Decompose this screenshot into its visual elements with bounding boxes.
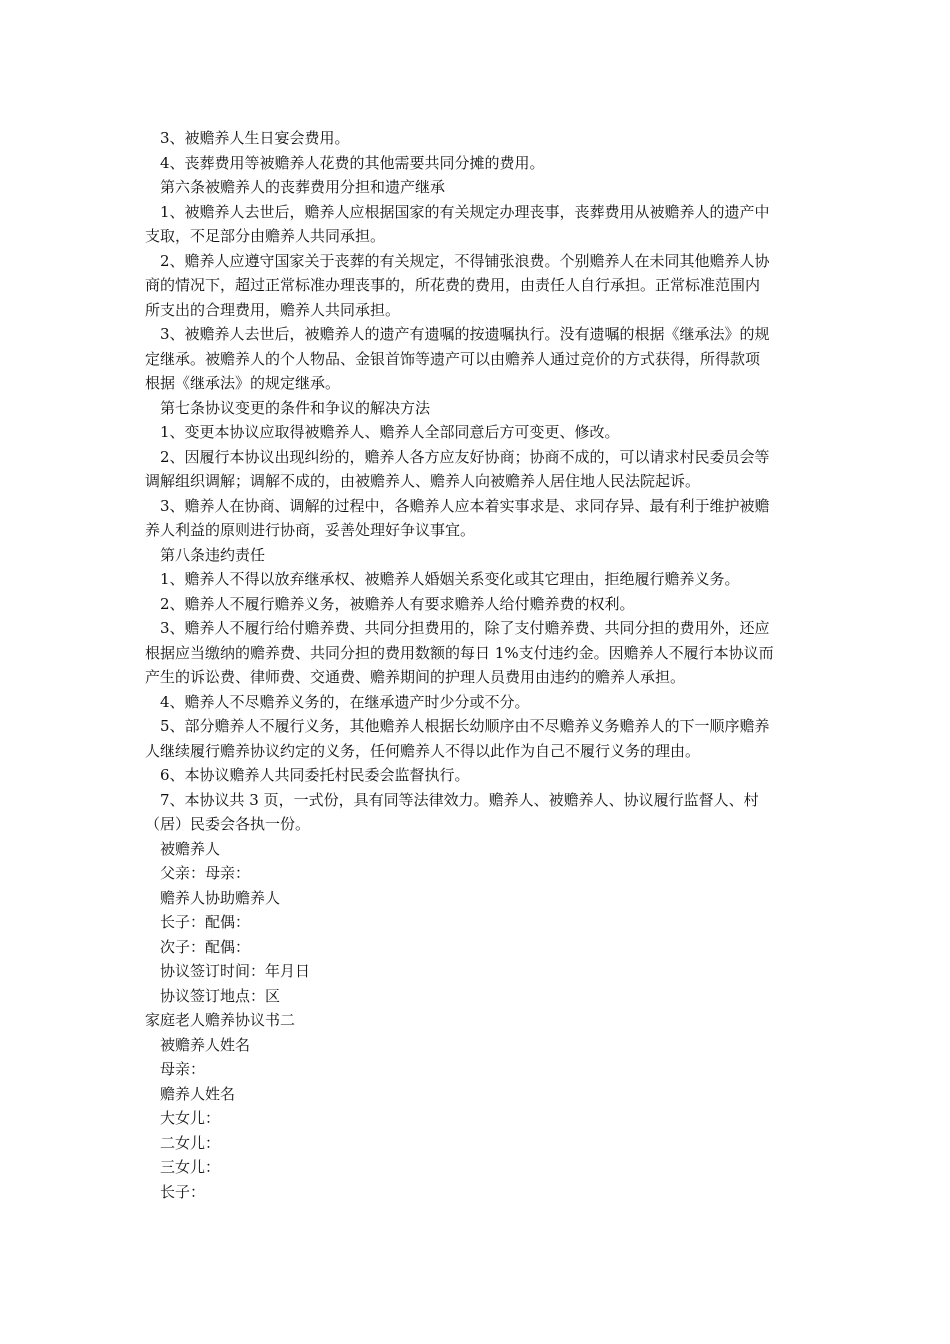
party-field: 二女儿： [160,1133,221,1152]
clause-continuation: （居）民委会各执一份。 [145,815,311,833]
signature-label: 赡养人协助赡养人 [160,888,281,907]
clause-line: 5、部分赡养人不履行义务，其他赡养人根据长幼顺序由不尽赡养义务赡养人的下一顺序赡养 [160,717,770,735]
party-label: 赡养人姓名 [160,1084,236,1103]
clause-line: 4、丧葬费用等被赡养人花费的其他需要共同分摊的费用。 [160,153,545,172]
document-page [145,126,805,1204]
article-heading: 第八条违约责任 [160,545,266,564]
clause-continuation: 商的情况下，超过正常标准办理丧事的，所花费的费用，由责任人自行承担。正常标准范围内 [145,276,761,294]
clause-line: 3、被赡养人去世后，被赡养人的遗产有遗嘱的按遗嘱执行。没有遗嘱的根据《继承法》的规 [160,325,770,343]
clause-line: 1、变更本协议应取得被赡养人、赡养人全部同意后方可变更、修改。 [160,423,620,441]
signing-date-field: 协议签订时间：年月日 [160,962,311,980]
article-heading: 第六条被赡养人的丧葬费用分担和遗产继承 [160,178,446,196]
clause-continuation: 所支出的合理费用，赡养人共同承担。 [145,300,401,319]
clause-line: 2、因履行本协议出现纠纷的，赡养人各方应友好协商；协商不成的，可以请求村民委员会等 [160,447,770,466]
party-field: 大女儿： [160,1109,221,1127]
clause-continuation: 定继承。被赡养人的个人物品、金银首饰等遗产可以由赡养人通过竞价的方式获得，所得款项 [145,349,761,368]
clause-line: 3、被赡养人生日宴会费用。 [160,129,350,147]
clause-line: 7、本协议共 3 页，一式份，具有同等法律效力。赡养人、被赡养人、协议履行监督人、村 [160,790,759,809]
clause-line: 3、赡养人在协商、调解的过程中，各赡养人应本着实事求是、求同存异、最有利于维护被赡 [160,496,770,515]
clause-continuation: 产生的诉讼费、律师费、交通费、赡养期间的护理人员费用由违约的赡养人承担。 [145,668,686,686]
clause-continuation: 人继续履行赡养协议约定的义务，任何赡养人不得以此作为自己不履行义务的理由。 [145,741,701,760]
clause-line: 4、赡养人不尽赡养义务的，在继承遗产时少分或不分。 [160,692,530,711]
clause-line: 6、本协议赡养人共同委托村民委会监督执行。 [160,766,470,784]
signature-field: 长子：配偶： [160,913,251,931]
signature-label: 被赡养人 [160,839,221,858]
clause-line: 3、赡养人不履行给付赡养费、共同分担费用的，除了支付赡养费、共同分担的费用外，还应 [160,619,770,637]
signature-field: 父亲：母亲： [160,864,251,882]
article-heading: 第七条协议变更的条件和争议的解决方法 [160,398,431,417]
clause-continuation: 根据《继承法》的规定继承。 [145,374,341,392]
clause-continuation: 根据应当缴纳的赡养费、共同分担的费用数额的每日 1%支付违约金。因赡养人不履行本协议而 [145,643,774,662]
clause-continuation: 调解组织调解；调解不成的，由被赡养人、赡养人向被赡养人居住地人民法院起诉。 [145,472,701,490]
clause-line: 1、被赡养人去世后，赡养人应根据国家的有关规定办理丧事，丧葬费用从被赡养人的遗产中 [160,202,770,221]
party-field: 母亲： [160,1060,206,1078]
clause-continuation: 支取，不足部分由赡养人共同承担。 [145,227,386,245]
clause-line: 2、赡养人应遵守国家关于丧葬的有关规定，不得铺张浪费。个别赡养人在未同其他赡养人协 [160,251,770,270]
document-title: 家庭老人赡养协议书二 [145,1011,296,1029]
signature-field: 次子：配偶： [160,937,251,956]
party-label: 被赡养人姓名 [160,1035,251,1054]
signing-place-field: 协议签订地点：区 [160,986,281,1005]
party-field: 三女儿： [160,1158,221,1176]
clause-line: 1、赡养人不得以放弃继承权、被赡养人婚姻关系变化或其它理由，拒绝履行赡养义务。 [160,570,740,588]
clause-continuation: 养人利益的原则进行协商，妥善处理好争议事宜。 [145,521,476,539]
party-field: 长子： [160,1182,206,1201]
clause-line: 2、赡养人不履行赡养义务，被赡养人有要求赡养人给付赡养费的权利。 [160,594,635,613]
